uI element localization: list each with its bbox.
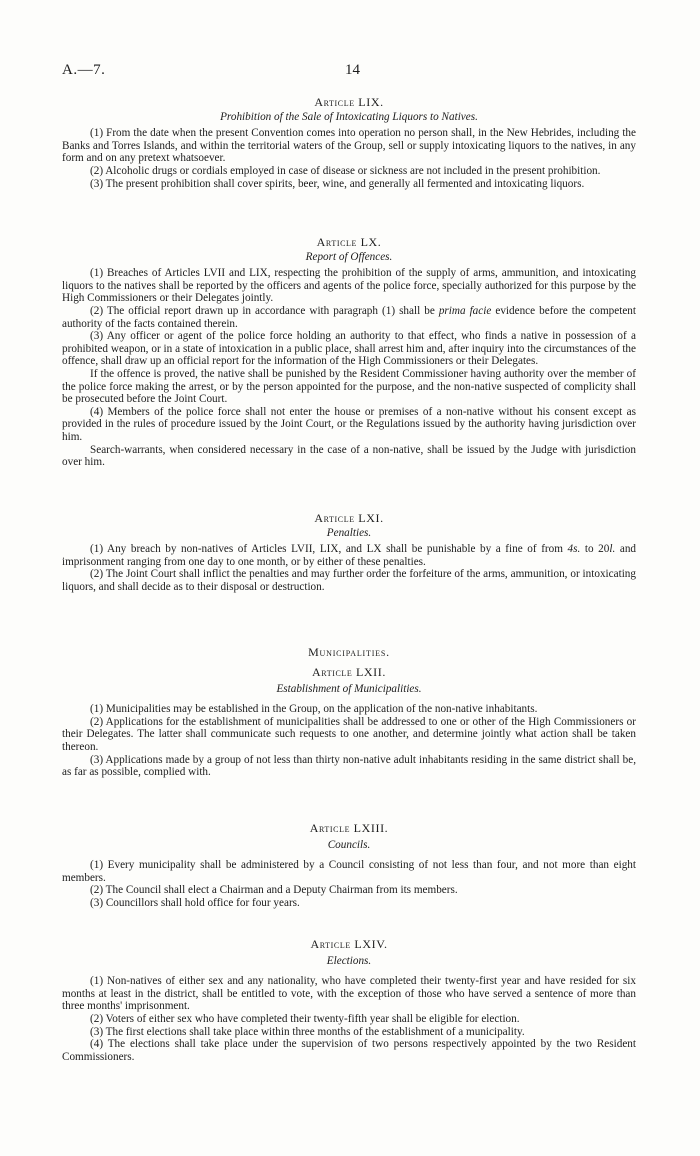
- document-reference: A.—7.: [62, 62, 106, 78]
- paragraph: Search-warrants, when considered necessary in the case of a non-native, shall be issued by the Judge with jurisdiction over him.: [62, 443, 636, 469]
- article-59: [62, 96, 636, 190]
- article-subtitle: Councils.: [327, 838, 371, 851]
- article-64: [62, 938, 636, 1063]
- paragraph: (2) Voters of either sex who have completed their twenty-fifth year shall be eligible for election.: [90, 1012, 520, 1025]
- page-number: 14: [345, 62, 360, 78]
- paragraph: [62, 543, 636, 568]
- paragraph: (3) Applications made by a group of not less than thirty non-native adult inhabitants residing in the same district shall be, as far as possible, complied with.: [62, 753, 636, 779]
- article-subtitle: Elections.: [326, 954, 372, 967]
- article-title: Article LIX.: [314, 95, 384, 109]
- paragraph: (4) Members of the police force shall not enter the house or premises of a non-native without his consent except as provided in the rules of procedure issued by the Joint Court, or the Regulations issued by the authority having jurisdiction over him.: [62, 405, 636, 443]
- italic-term: l.: [609, 543, 616, 556]
- paragraph: (3) The present prohibition shall cover spirits, beer, wine, and generally all fermented and intoxicating liquors.: [90, 177, 585, 190]
- article-title: Article LXII.: [312, 665, 386, 679]
- article-title: Article LXIII.: [309, 821, 389, 835]
- paragraph: (1) Municipalities may be established in the Group, on the application of the non-native inhabitants.: [90, 703, 538, 716]
- paragraph: (2) The Council shall elect a Chairman and a Deputy Chairman from its members.: [90, 884, 458, 897]
- article-60: [62, 236, 636, 469]
- paragraph: [62, 305, 636, 330]
- article-title: Article LX.: [316, 235, 382, 249]
- paragraph: (3) Councillors shall hold office for four years.: [90, 896, 300, 909]
- paragraph-text: to 20: [584, 543, 610, 556]
- article-subtitle: Report of Offences.: [305, 250, 393, 263]
- paragraph: (1) Non-natives of either sex and any nationality, who have completed their twenty-first year and have resided for six months at least in the district, shall be entitled to vote, with the exception of those who have served a sentence of more than three months' imprisonment.: [62, 975, 636, 1013]
- paragraph: (1) From the date when the present Convention comes into operation no person shall, in the New Hebrides, including the Banks and Torres Islands, and within the territorial waters of the Group, sell or supply intoxicating liquors to the natives, in any form and on any pretext whatsoever.: [62, 127, 636, 165]
- section-heading: Municipalities.: [308, 645, 390, 659]
- paragraph-text: (2) The official report drawn up in accordance with paragraph (1) shall be: [90, 304, 435, 317]
- article-subtitle: Prohibition of the Sale of Intoxicating Liquors to Natives.: [220, 110, 478, 123]
- paragraph: If the offence is proved, the native shall be punished by the Resident Commissioner having authority over the member of the police force making the arrest, or by the person appointed for the purpose, and the non-native suspected of complicity shall be prosecuted before the Joint Court.: [62, 367, 636, 406]
- article-subtitle: Establishment of Municipalities.: [276, 682, 422, 695]
- paragraph: (1) Breaches of Articles LVII and LIX, respecting the prohibition of the supply of arms, ammunition, and intoxicating liquors to the natives shall be reported by the officers and agents of the police force, specially authorized for this purpose by the High Commissioners or their Delegates jointly.: [62, 267, 636, 305]
- paragraph: (3) Any officer or agent of the police force holding an authority to that effect, who finds a native in possession of a prohibited weapon, or in a state of intoxication in a public place, shall arrest him and, after inquiry into the circumstances of the offence, shall draw up an official report for the information of the High Commissioners or their Delegates.: [62, 330, 636, 368]
- article-title: Article LXI.: [314, 511, 384, 525]
- paragraph: (1) Every municipality shall be administered by a Council consisting of not less than four, and not more than eight members.: [62, 859, 636, 884]
- italic-term: 4s.: [567, 543, 581, 556]
- paragraph-text: and imprisonment ranging from one day to one month, or by either of these penalties.: [62, 543, 637, 568]
- paragraph-text: evidence before the competent authority of the facts contained therein.: [62, 304, 637, 330]
- paragraph: (2) Alcoholic drugs or cordials employed in case of disease or sickness are not included in the present prohibition.: [90, 164, 601, 177]
- paragraph-text: (1) Any breach by non-natives of Articles LVII, LIX, and LX shall be punishable by a fine of from: [90, 543, 563, 556]
- paragraph: (4) The elections shall take place under the supervision of two persons respectively appointed by the two Resident Commissioners.: [62, 1038, 636, 1063]
- article-61: [62, 512, 636, 594]
- italic-term: prima facie: [438, 304, 492, 317]
- article-62: [62, 666, 636, 779]
- article-subtitle: Penalties.: [326, 526, 372, 539]
- paragraph: (3) The first elections shall take place within three months of the establishment of a municipality.: [90, 1025, 525, 1038]
- article-title: Article LXIV.: [310, 937, 388, 951]
- paragraph: (2) The Joint Court shall inflict the penalties and may further order the forfeiture of the arms, ammunition, or intoxicating liquors, and shall decide as to their disposal or destruction.: [62, 568, 636, 593]
- article-63: [62, 822, 636, 910]
- paragraph: (2) Applications for the establishment of municipalities shall be addressed to one or other of the High Commissioners or their Delegates. The latter shall communicate such requests to one another, and determine jointly what action shall be taken thereon.: [62, 715, 636, 753]
